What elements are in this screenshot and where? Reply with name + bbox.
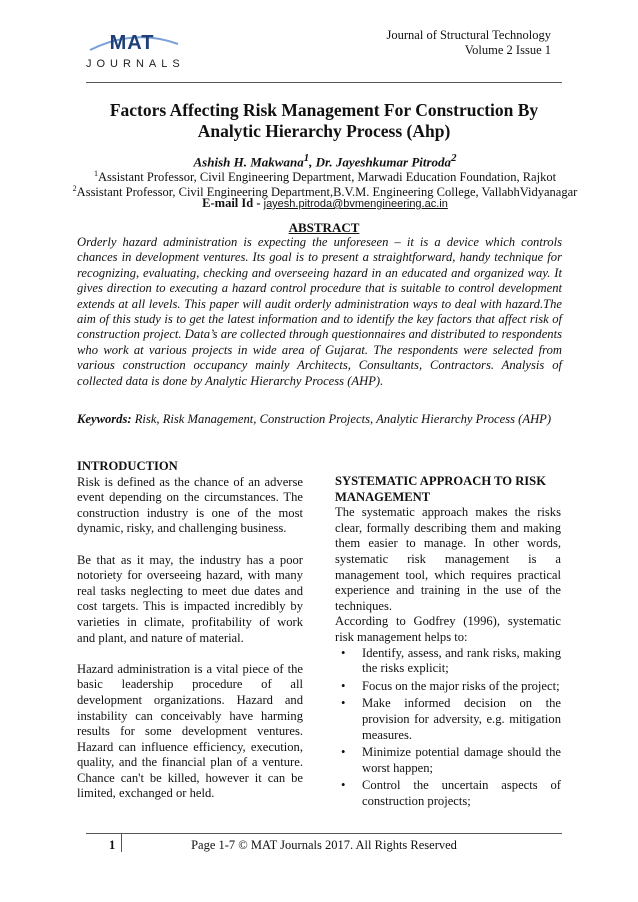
introduction-heading: INTRODUCTION [77,459,178,473]
author-separator: , [309,154,316,170]
email-link[interactable]: jayesh.pitroda@bvmengineering.ac.in [263,198,448,210]
logo-text-top: MAT [109,32,155,54]
abstract-heading: ABSTRACT [288,220,360,235]
keywords-label: Keywords: [77,412,132,426]
list-item [335,778,561,809]
author-2-sup: 2 [451,152,457,164]
bullet-icon: • [341,645,346,660]
author-1: Ashish H. Makwana [193,154,304,170]
header-rule [86,82,562,83]
list-item-text: Control the uncertain aspects of construction projects; [362,778,561,808]
footer-rule [86,833,562,834]
title-line-2: Analytic Hierarchy Process (Ahp) [197,121,451,141]
mat-journals-logo [86,32,186,78]
bullet-icon: • [341,778,346,793]
email-label: E-mail Id - [202,196,264,210]
systematic-paragraph-1: The systematic approach makes the risks clear, formally describing them and making them easier to manage. In other words, systematic risk management is a management tool, which requires practical experience and training in the use of the techniques. [335,505,561,613]
systematic-heading: SYSTEMATIC APPROACH TO RISK MANAGEMENT [335,474,546,504]
list-item [335,646,561,677]
email-line [60,196,590,212]
affiliation-1-text: Assistant Professor, Civil Engineering Department, Marwadi Education Foundation, Rajkot [97,170,557,185]
bullet-icon: • [341,696,346,711]
left-column [77,459,303,818]
affiliation-1-sup: 1 [93,169,98,178]
intro-paragraph-2: Be that as it may, the industry has a poor notoriety for overseeing hazard, with many real tasks neglecting to meet due dates and cost targets. This is impacted incredibly by varieties in climate, profitability of work and plant, and nature of material. [77,552,303,645]
page-number: 1 [109,838,116,852]
affiliation-2-text: Assistant Professor, Civil Engineering Department,B.V.M. Engineering College, VallabhVidyanagar [76,185,578,200]
right-column [335,474,561,811]
bullet-icon: • [341,745,346,760]
journal-name: Journal of Structural Technology [386,28,551,42]
list-item [335,696,561,743]
journal-volume: Volume 2 Issue 1 [464,43,551,57]
affiliation-2-sup: 2 [72,184,77,193]
list-item-text: Focus on the major risks of the project; [362,678,560,693]
paper-title [86,100,562,142]
journal-info [387,28,551,58]
list-item-text: Make informed decision on the provision for adversity, e.g. mitigation measures. [362,696,561,742]
bullet-icon: • [341,678,346,693]
logo-text-bottom: JOURNALS [86,58,185,70]
footer-text: Page 1-7 © MAT Journals 2017. All Rights Reserved [191,838,457,852]
abstract-text: Orderly hazard administration is expecting the unforeseen – it is a device which controls chances in development ventures. Its goal is to present a straightforward, handy technique for recognizing, evaluating, checking and overseeing hazard in an educated and organized way. It gives direction to executing a hazard control procedure that is suitable to control development extends at all levels. This paper will audit orderly administration ways to deal with hazard.The aim of this study is to get the latest information and to identify the key factors that affect risk of construction project. Data’s are collected through questionnaires and distributed to respondents who work at various projects in wide area of Gujarat. The respondents were selected from various construction occupancy mainly Architects, Consultants, Contractors. Analysis of collected data is done by Analytic Hierarchy Process (AHP). [77,235,562,388]
keywords-text: Risk, Risk Management, Construction Projects, Analytic Hierarchy Process (AHP) [131,412,552,426]
list-item-text: Minimize potential damage should the worst happen; [362,745,561,775]
risk-management-list [335,646,561,810]
title-line-1: Factors Affecting Risk Management For Construction By [109,100,539,120]
author-1-sup: 1 [303,152,310,164]
list-item [335,679,561,695]
intro-paragraph-1: Risk is defined as the chance of an adverse event depending on the circumstances. The construction industry is one of the most dynamic, risky, and challenging business. [77,474,303,536]
systematic-paragraph-2: According to Godfrey (1996), systematic risk management helps to: [335,614,561,644]
list-item [335,745,561,776]
keywords [77,412,562,427]
list-item-text: Identify, assess, and rank risks, making the risks explicit; [362,645,561,676]
intro-paragraph-3: Hazard administration is a vital piece of the basic leadership procedure of all development organizations. Hazard and instability can conceivably have harming results for some development ventures. Hazard can influence efficiency, execution, quality, and the financial plan of a venture. Chance can't be killed, however it can be limited, exchanged or held. [77,661,303,801]
author-2: Dr. Jayeshkumar Pitroda [315,154,452,170]
